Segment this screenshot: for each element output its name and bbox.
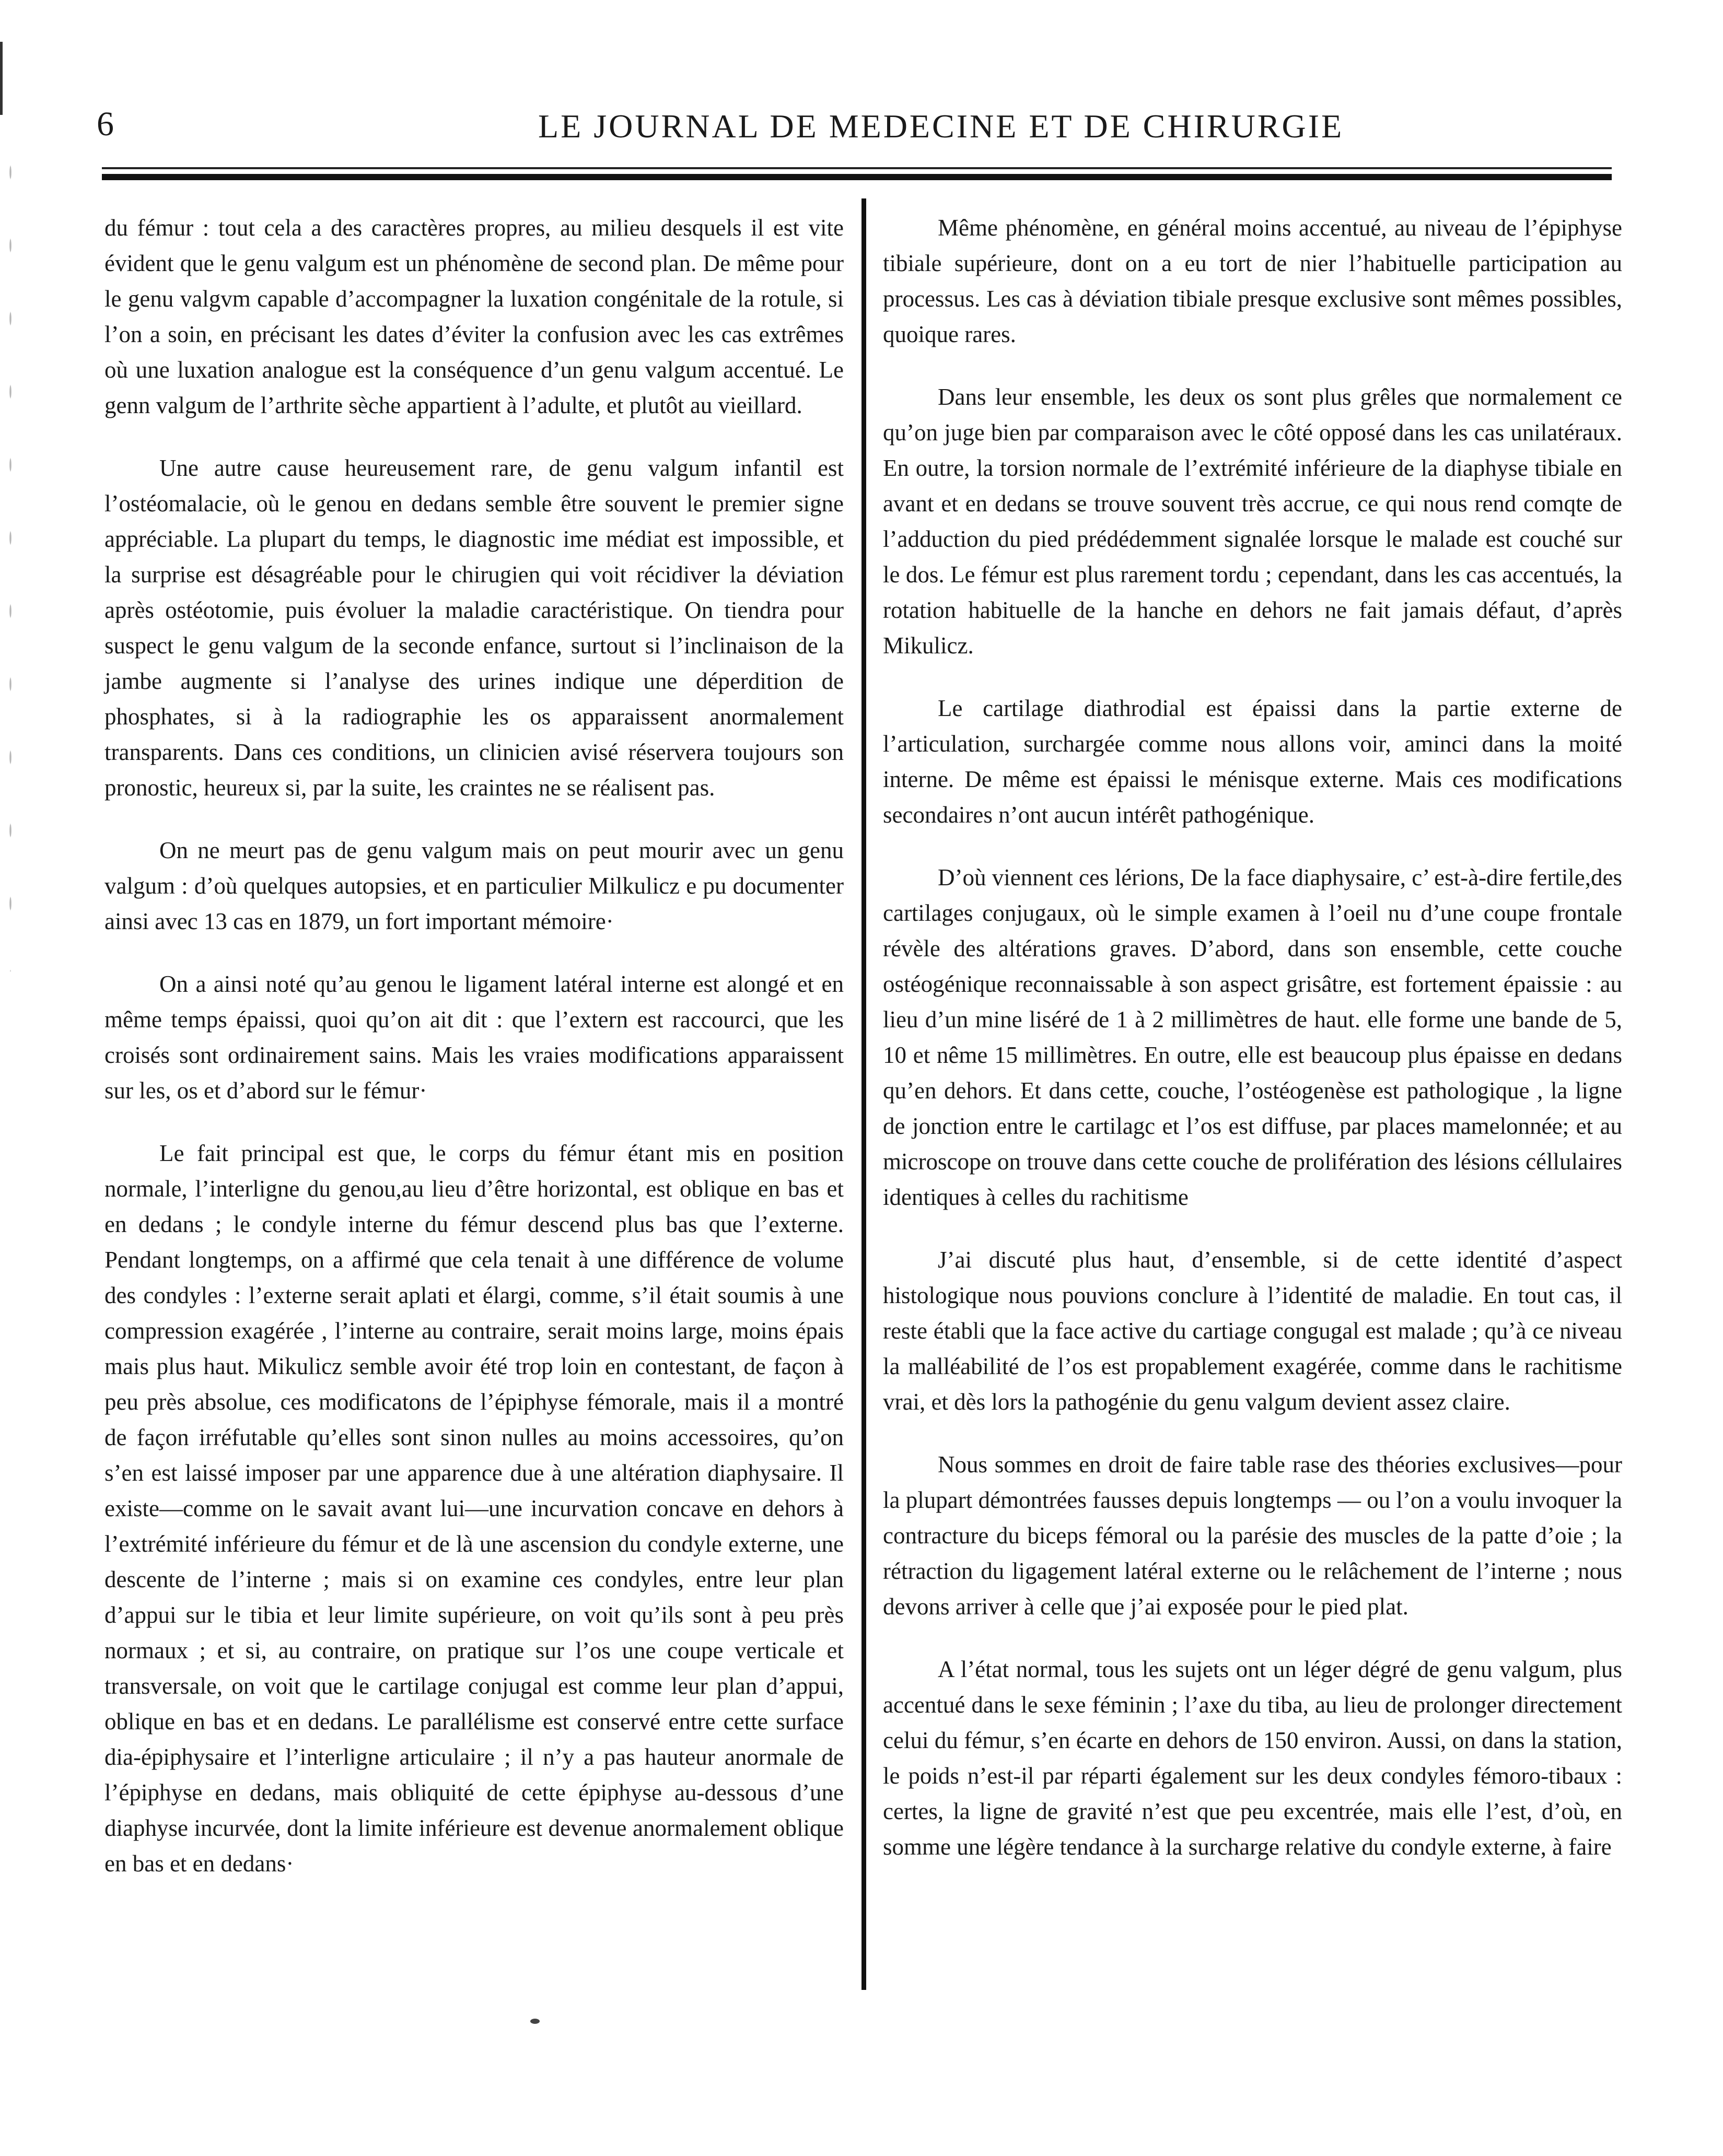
running-title: LE JOURNAL DE MEDECINE ET DE CHIRURGIE xyxy=(538,108,1344,145)
paragraph: On ne meurt pas de genu valgum mais on peut mourir avec un genu valgum : d’où quelques autopsies, et en particulier Milkulicz e pu documenter ainsi avec 13 cas en 1879, un fort important mémoire· xyxy=(104,837,844,934)
ink-speck xyxy=(530,2019,540,2024)
paragraph: Nous sommes en droit de faire table rase des théories exclusives—pour la plupart démontrées fausses depuis longtemps — ou l’on a voulu invoquer la contracture du biceps fémoral ou la parésie des muscles de la patte d’oie ; la rétraction du ligagement latéral externe ou le relâchement de l’interne ; nous devons arriver à celle que j’ai exposée pour le pied plat. xyxy=(883,1451,1622,1620)
header-rule-thin xyxy=(102,167,1612,169)
column-divider xyxy=(862,198,866,1990)
paragraph: J’ai discuté plus haut, d’ensemble, si de cette identité d’aspect histologique nous pouvions conclure à l’identité de maladie. En tout cas, il reste établi que la face active du cartiage congugal est malade ; qu’à ce niveau la malléabilité de l’os est propablement exagérée, comme dans le rachitisme vrai, et dès lors la pathogénie du genu valgum devient assez claire. xyxy=(883,1247,1622,1415)
paragraph: Le fait principal est que, le corps du fémur étant mis en position normale, l’interligne du genou,au lieu d’être horizontal, est oblique en bas et en dedans ; le condyle interne du fémur descend plus bas que l’externe. Pendant longtemps, on a affirmé que cela tenait à une différence de volume des condyles : l’externe serait aplati et élargi, comme, s’il était soumis à une compression exagérée , l’interne au contraire, serait moins large, moins épais mais plus haut. Mikulicz semble avoir été trop loin en contestant, de façon à peu près absolue, ces modificatons de l’épiphyse fémorale, mais il a montré de façon irréfutable qu’elles sont sinon nulles au moins accessoires, qu’on s’en est laissé imposer par une apparence due à une altération diaphysaire. Il existe—comme on le savait avant lui—une incurvation concave en dehors à l’extrémité inférieure du fémur et de là une ascension du condyle externe, une descente de l’interne ; mais si on examine ces condyles, entre leur plan d’appui sur le tibia et leur limite supérieure, on voit qu’ils sont à peu près normaux ; et si, au contraire, on pratique sur l’os une coupe verticale et transversale, on voit que le cartilage conjugal est comme leur plan d’appui, oblique en bas et en dedans. Le parallélisme est conservé entre cette surface dia-épiphysaire et l’interligne articulaire ; il n’y a pas hauteur anormale de l’épiphyse en dedans, mais obliquité de cette épiphyse au-dessous d’une diaphyse incurvée, dont la limite inférieure est devenue anormalement oblique en bas et en dedans· xyxy=(104,1140,844,1877)
margin-specks xyxy=(5,136,16,971)
paragraph: Une autre cause heureusement rare, de genu valgum infantil est l’ostéomalacie, où le genou en dedans semble être souvent le premier signe appréciable. La plupart du temps, le diagnostic ime médiat est impossible, et la surprise est désagréable pour le chirugien qui voit récidiver la déviation après ostéotomie, puis évoluer la maladie caractéristique. On tiendra pour suspect le genu valgum de la seconde enfance, surtout si l’inclinaison de la jambe augmente si l’analyse des urines indique une déperdition de phosphates, si à la radiographie les os apparaissent anormalement transparents. Dans ces conditions, un clinicien avisé réservera toujours son pronostic, heureux si, par la suite, les craintes ne se réalisent pas. xyxy=(104,455,844,801)
margin-mark xyxy=(0,42,24,115)
paragraph: A l’état normal, tous les sujets ont un léger dégré de genu valgum, plus accentué dans le sexe féminin ; l’axe du tiba, au lieu de prolonger directement celui du fémur, s’en écarte en dehors de 150 environ. Aussi, on dans la station, le poids n’est-il par réparti également sur les deux condyles fémoro-tibaux : certes, la ligne de gravité n’est que peu excentrée, mais elle l’est, d’où, en somme une légère tendance à la surcharge relative du condyle externe, à faire xyxy=(883,1656,1622,1860)
header-rule-thick xyxy=(102,174,1612,180)
left-column xyxy=(104,210,844,1908)
page-number: 6 xyxy=(97,105,114,143)
paragraph: du fémur : tout cela a des caractères propres, au milieu desquels il est vite évident que le genu valgum est un phénomène de second plan. De même pour le genu valgvm capable d’accompagner la luxation congénitale de la rotule, si l’on a soin, en précisant les dates d’éviter la confusion avec les cas extrêmes où une luxation analogue est la conséquence d’un genu valgum accentué. Le genn valgum de l’arthrite sèche appartient à l’adulte, et plutôt au vieillard. xyxy=(104,215,844,418)
paragraph: Le cartilage diathrodial est épaissi dans la partie externe de l’articulation, surchargée comme nous allons voir, aminci dans la moité interne. De même est épaissi le ménisque externe. Mais ces modifications secondaires n’ont aucun intérêt pathogénique. xyxy=(883,695,1622,828)
paragraph: D’où viennent ces lérions, De la face diaphysaire, c’ est-à-dire fertile,des cartilages conjugaux, où le simple examen à l’oeil nu d’une coupe frontale révèle des altérations graves. D’abord, dans son ensemble, cette couche ostéogénique reconnaissable à son aspect grisâtre, est fortement épaissie : au lieu d’un mine liséré de 1 à 2 millimètres de haut. elle forme une bande de 5, 10 et nême 15 millimètres. En outre, elle est beaucoup plus épaisse en dedans qu’en dehors. Et dans cette, couche, l’ostéogenèse est pathologique , la ligne de jonction entre le cartilagc et l’os est diffuse, par places mamelonnée; et au microscope on trouve dans cette couche de prolifération des lésions céllulaires identiques à celles du rachitisme xyxy=(883,864,1622,1210)
paragraph: Dans leur ensemble, les deux os sont plus grêles que normalement ce qu’on juge bien par comparaison avec le côté opposé dans les cas unilatéraux. En outre, la torsion normale de l’extrémité inférieure de la diaphyse tibiale en avant et en dedans se trouve souvent très accrue, ce qui nous rend comqte de l’adduction du pied prédédemment signalée lorsque le malade est couché sur le dos. Le fémur est plus rarement tordu ; cependant, dans les cas accentués, la rotation habituelle de la hanche en dehors ne fait jamais défaut, d’après Mikulicz. xyxy=(883,384,1622,659)
right-column xyxy=(883,210,1622,1892)
paragraph: On a ainsi noté qu’au genou le ligament latéral interne est alongé et en même temps épaissi, quoi qu’on ait dit : que l’extern est raccourci, que les croisés sont ordinairement sains. Mais les vraies modifications apparaissent sur les, os et d’abord sur le fémur· xyxy=(104,971,844,1104)
paragraph: Même phénomène, en général moins accentué, au niveau de l’épiphyse tibiale supérieure, dont on a eu tort de nier l’habituelle participation au processus. Les cas à déviation tibiale presque exclusive sont mêmes possibles, quoique rares. xyxy=(883,215,1622,347)
